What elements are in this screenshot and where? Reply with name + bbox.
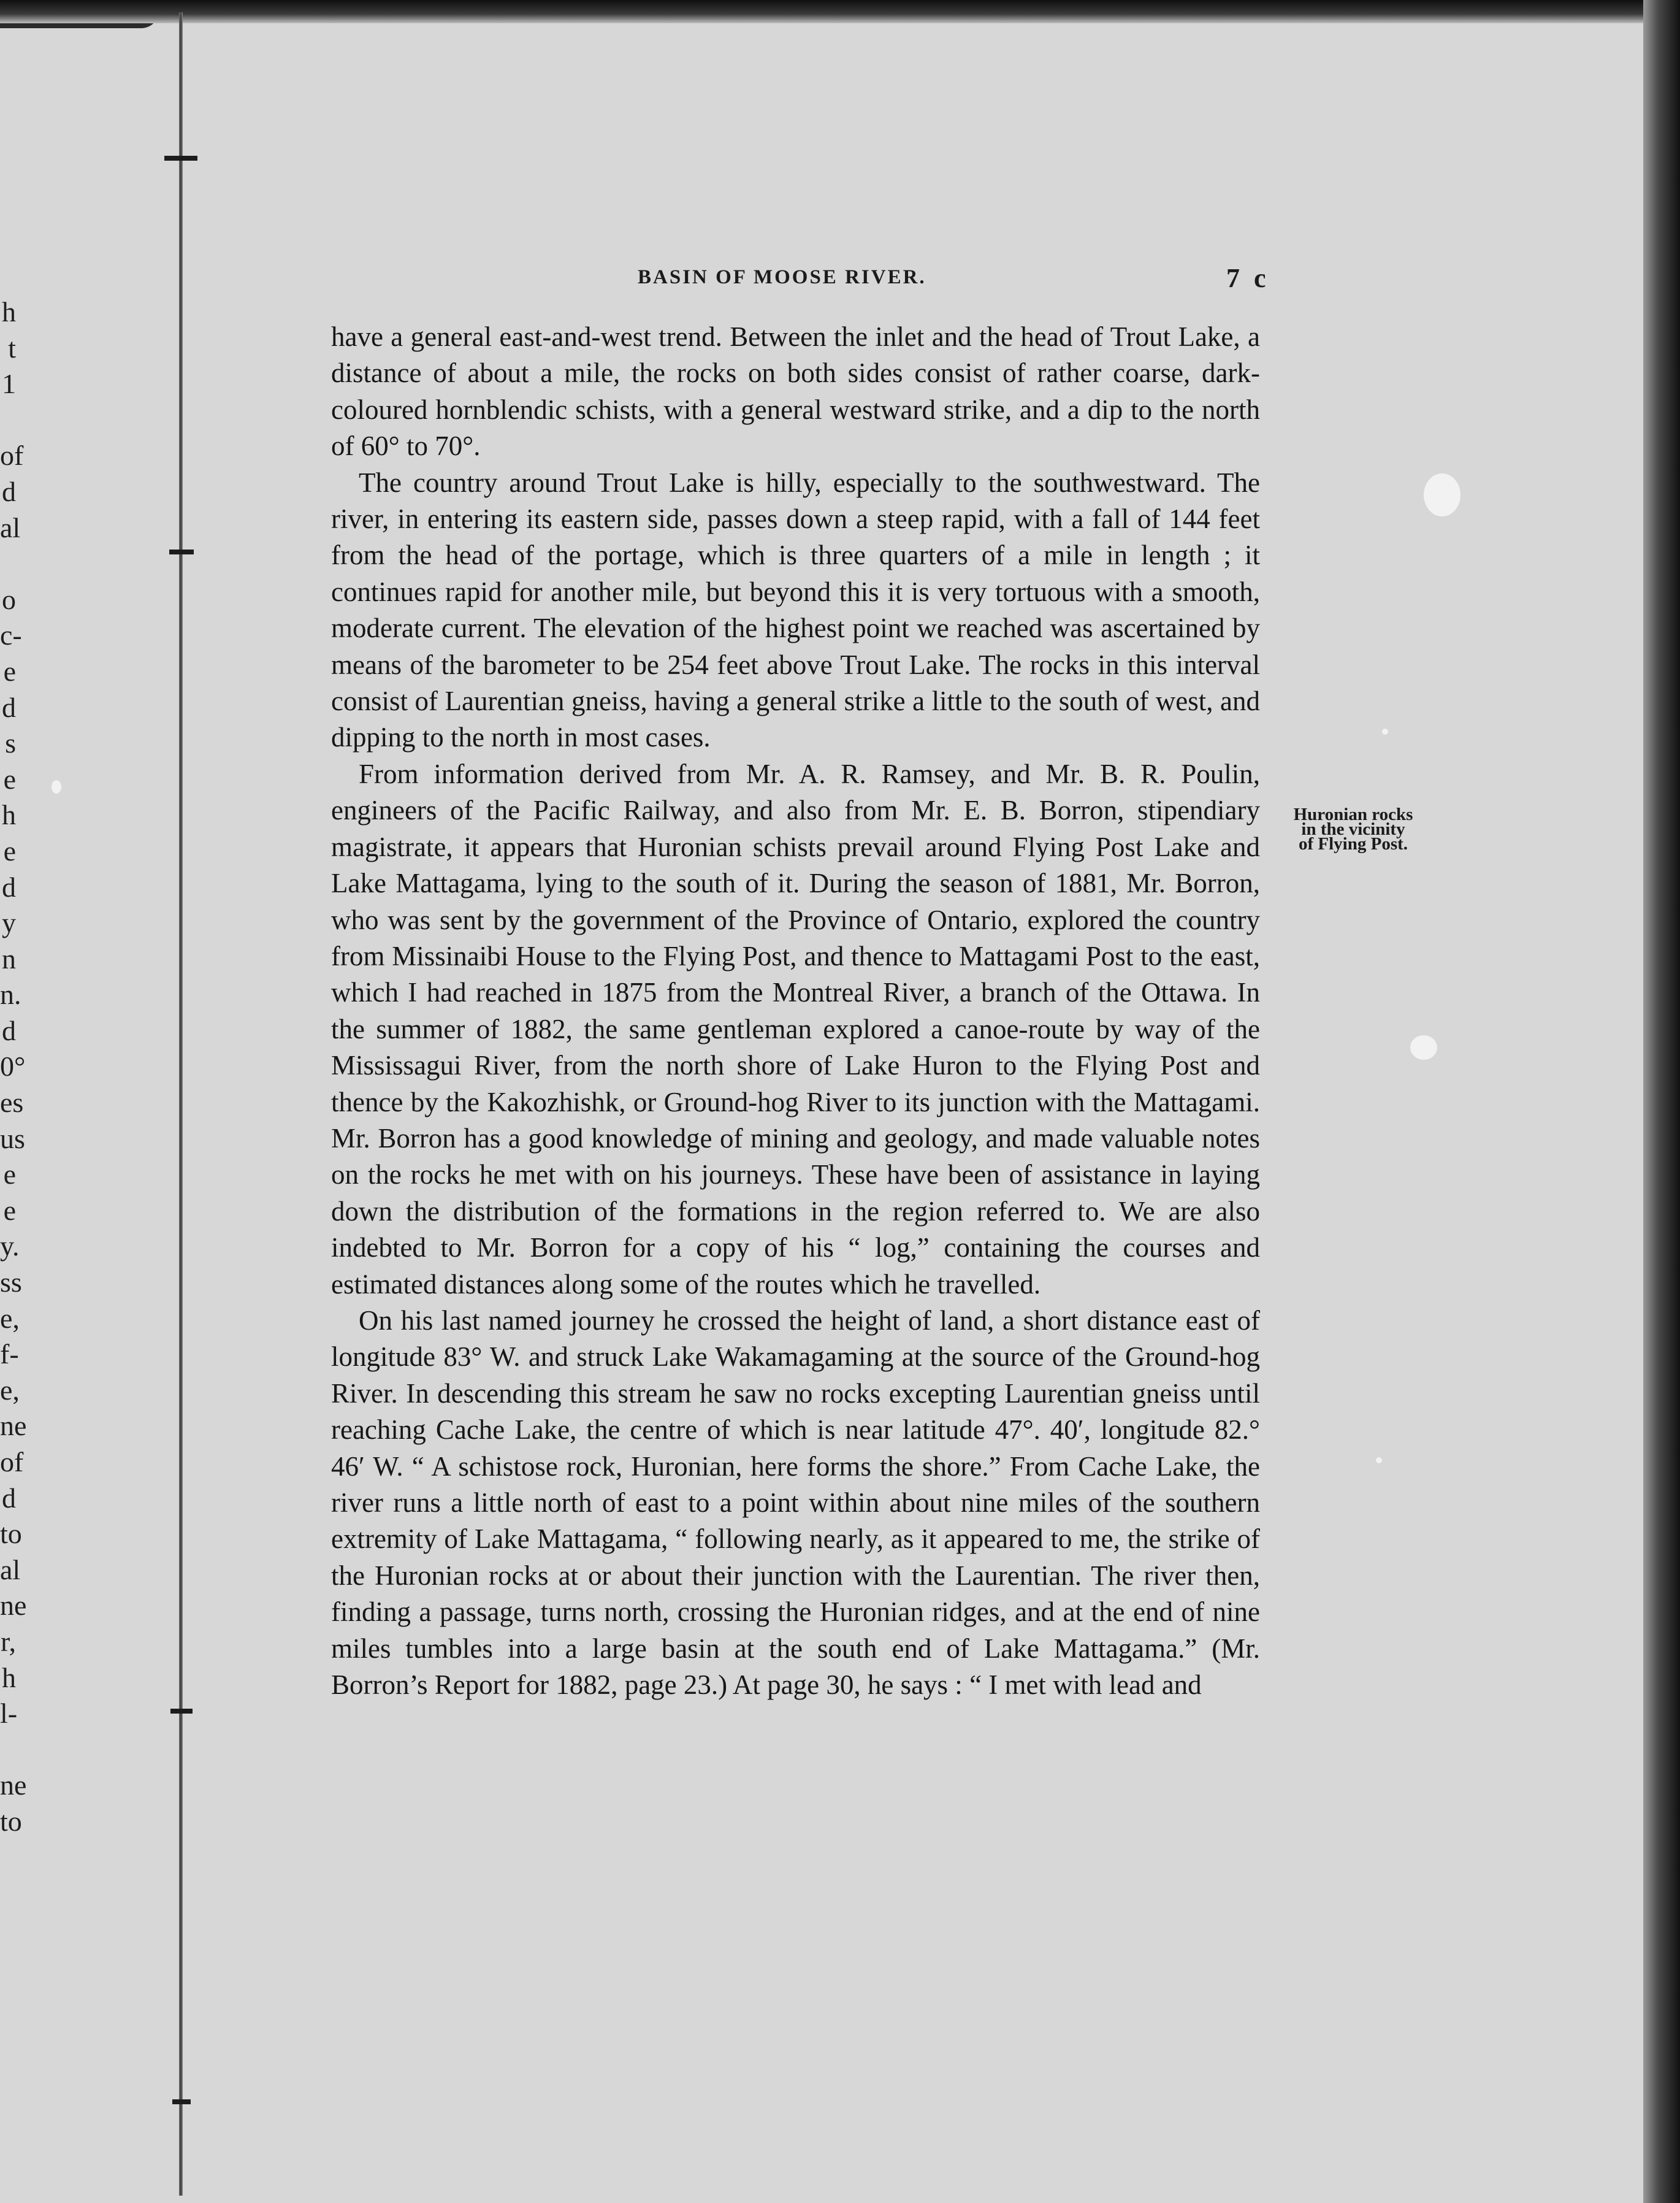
text-line: quarters of a mile in length ; it continues rapid for another mile, but — [331, 540, 1260, 607]
text-line: centre of which is near latitude 47°. 40′, longitude 82.° 46′ W. “ A — [331, 1414, 1260, 1482]
text-line: From information derived from Mr. A. R. Ramsey, and Mr. B. R. — [359, 758, 1182, 789]
text-line: beyond this it is very tortuous with a smooth, moderate current. The — [331, 576, 1261, 644]
text-line: appeared to me, the strike of the Huronian rocks at or about their — [331, 1523, 1260, 1591]
text-line: junction with the Laurentian. The river then, finding a passage, turns — [331, 1560, 1260, 1628]
facing-page-fragment: e — [3, 763, 16, 795]
paper-blemish — [1382, 729, 1388, 735]
text-line: reached in 1875 from the Montreal River, a branch of the Ottawa. In the — [331, 977, 1261, 1044]
text-line: with the Mattagami. Mr. Borron has a good knowledge of mining and — [331, 1086, 1260, 1154]
facing-page-fragment: ne — [0, 1769, 27, 1801]
text-line: neys. These have been of assistance in laying down the distribution — [331, 1159, 1260, 1227]
text-line: The country around Trout Lake is hilly, especially to the south — [359, 467, 1094, 498]
text-line: Flying Post, and thence to Mattagami Post to the east, which I had — [331, 940, 1260, 1008]
facing-page-fragment: al — [0, 511, 21, 543]
facing-page-fragment: ne — [0, 1410, 27, 1442]
text-line: Poulin, engineers of the Pacific Railway, and also from Mr. E. B. Borron, — [331, 758, 1260, 826]
facing-page-fragment: 1 — [2, 368, 16, 400]
facing-page-fragment: d — [2, 1014, 16, 1046]
facing-page-fragment: d — [2, 475, 16, 507]
facing-page-fragment: s — [5, 727, 16, 759]
facing-page-fragment: d — [2, 871, 16, 903]
gutter-tick — [172, 2099, 191, 2104]
running-head: BASIN OF MOOSE RIVER. — [638, 266, 926, 288]
facing-page-fragment: f- — [0, 1338, 19, 1370]
facing-page-fragment: c- — [0, 619, 22, 651]
facing-page-fragment: n — [2, 943, 16, 975]
facing-page-fragments — [0, 294, 49, 1901]
text-line: geology, and made valuable notes on the rocks he met with on his jour — [331, 1122, 1261, 1190]
text-line: source of the Ground-hog River. In descending this stream he saw — [331, 1341, 1261, 1409]
facing-page-fragment: l- — [0, 1698, 18, 1730]
gutter-tick — [169, 550, 194, 554]
facing-page-fragment: y — [2, 907, 16, 939]
text-line: westward strike, and a dip to the north of 60° to 70°. — [331, 394, 1260, 462]
paper-blemish — [52, 780, 61, 794]
facing-page-fragment: al — [0, 1554, 21, 1585]
binding-gutter — [179, 12, 183, 2196]
facing-page-fragment: y. — [0, 1230, 20, 1262]
text-line: the river runs a little north of east to a point within about nine miles — [331, 1450, 1260, 1518]
facing-page-fragment: of — [0, 1446, 24, 1477]
facing-page-fragment: to — [0, 1805, 22, 1837]
facing-page-fragment: h — [2, 1661, 16, 1693]
facing-page-fragment: r, — [1, 1625, 16, 1657]
text-line: elevation of the highest point we reached was ascertained by means of the — [331, 613, 1260, 680]
text-line: Flying Post Lake and Lake Mattagama, lying to the south of it. During — [331, 831, 1260, 899]
facing-page-fragment: e, — [0, 1302, 20, 1334]
facing-page-fragment: t — [8, 332, 16, 364]
paper-blemish — [1424, 473, 1460, 516]
text-line: Trout Lake, a distance of about a mile, the rocks on both sides consist — [331, 321, 1260, 389]
text-line: the season of 1881, Mr. Borron, who was sent by the government of the — [331, 868, 1260, 935]
facing-page-fragment: es — [0, 1087, 24, 1119]
margin-note-line: of Flying Post. — [1298, 834, 1408, 854]
facing-page-fragment: d — [2, 1482, 16, 1514]
page-header — [638, 262, 1275, 297]
text-line: distances along some of the routes which he travelled. — [443, 1268, 1041, 1300]
scan-edge-right — [1643, 0, 1680, 2203]
paragraph — [331, 756, 1260, 1303]
facing-page-fragment: ne — [0, 1590, 27, 1622]
margin-note-line: in the vicinity — [1301, 819, 1405, 839]
text-line: Province of Ontario, explored the country from Missinaibi House to the — [331, 904, 1260, 971]
gutter-tick — [170, 1709, 193, 1714]
text-line: north, crossing the Huronian ridges, and at the end of nine miles tumbles — [331, 1596, 1260, 1664]
text-line: no rocks excepting Laurentian gneiss until reaching Cache Lake, the — [331, 1377, 1260, 1446]
facing-page-fragment: h — [2, 296, 16, 328]
text-line: Mr. Borron for a copy of his “ log,” containing the courses and estimated — [331, 1232, 1260, 1300]
text-line: the Mississagui River, from the north shore of Lake Huron to the Flying — [331, 1013, 1260, 1081]
facing-page-fragment — [0, 546, 49, 582]
text-line: consist of Laurentian gneiss, having a general strike a little to the south — [331, 686, 1126, 717]
margin-note-line: Huronian rocks — [1293, 805, 1413, 824]
text-line: Report for 1882, page 23.) At page 30, he says : “ I met with lead and — [434, 1669, 1202, 1701]
facing-page-fragment — [0, 402, 49, 439]
text-line: barometer to be 254 feet above Trout Lake. The rocks in this interval — [483, 649, 1261, 680]
text-line: of rather coarse, dark-coloured hornblendic schists, with a general — [331, 358, 1260, 425]
facing-page-fragment: e, — [0, 1374, 20, 1406]
body-text — [331, 319, 1260, 1703]
facing-page-fragment: e — [3, 655, 16, 687]
facing-page-fragment: d — [2, 691, 16, 723]
margin-note — [1270, 805, 1436, 854]
paragraph — [331, 1303, 1260, 1703]
facing-page-fragment: to — [0, 1518, 22, 1550]
facing-page-fragment: 0° — [0, 1051, 26, 1082]
text-line: rapid, with a fall of 144 feet from the head of the portage, which is three — [331, 504, 1260, 571]
text-line: westward. The river, in entering its eastern side, passes down a steep — [331, 467, 1260, 535]
text-line: of the formations in the region referred to. We are also indebted to — [331, 1195, 1261, 1263]
facing-page-fragment: e — [3, 1194, 16, 1226]
text-line: of west, and dipping to the north in most cases. — [331, 686, 1260, 753]
paper-blemish — [1410, 1035, 1437, 1060]
text-line: Post and thence by the Kakozhishk, or Ground-hog River to its junction — [331, 1050, 1260, 1117]
facing-page-fragment: n. — [0, 979, 21, 1011]
gutter-tick — [164, 156, 197, 161]
facing-page-fragment — [0, 1732, 49, 1768]
facing-page-fragment: ss — [0, 1266, 22, 1298]
text-line: tance east of longitude 83° W. and struck Lake Wakamagaming at the — [331, 1305, 1260, 1373]
page-number: 7 c — [1226, 263, 1270, 293]
text-line: have a general east-and-west trend. Between the inlet and the head of — [331, 321, 1110, 352]
scan-edge-top — [0, 0, 1655, 23]
text-line: summer of 1882, the same gentleman explored a canoe-route by way of — [376, 1013, 1227, 1044]
facing-page-fragment: us — [0, 1122, 25, 1154]
text-line: On his last named journey he crossed the height of land, a short dis — [359, 1305, 1120, 1336]
text-line: into a large basin at the south end of Lake Mattagama.” (Mr. Borron’s — [331, 1633, 1260, 1701]
facing-page-fragment: o — [2, 583, 16, 615]
paper-blemish — [1376, 1457, 1382, 1463]
facing-page-fragment: e — [3, 1159, 16, 1190]
facing-page-fragment: e — [3, 835, 16, 867]
paragraph — [331, 465, 1260, 756]
text-line: schistose rock, Huronian, here forms the shore.” From Cache Lake, — [458, 1450, 1227, 1482]
text-line: stipendiary magistrate, it appears that Huronian schists prevail around — [331, 795, 1260, 862]
facing-page-fragment: of — [0, 440, 24, 472]
facing-page-fragment: h — [2, 799, 16, 831]
paragraph — [331, 319, 1260, 465]
text-line: of the southern extremity of Lake Mattagama, “ following nearly, as it — [331, 1487, 1261, 1555]
